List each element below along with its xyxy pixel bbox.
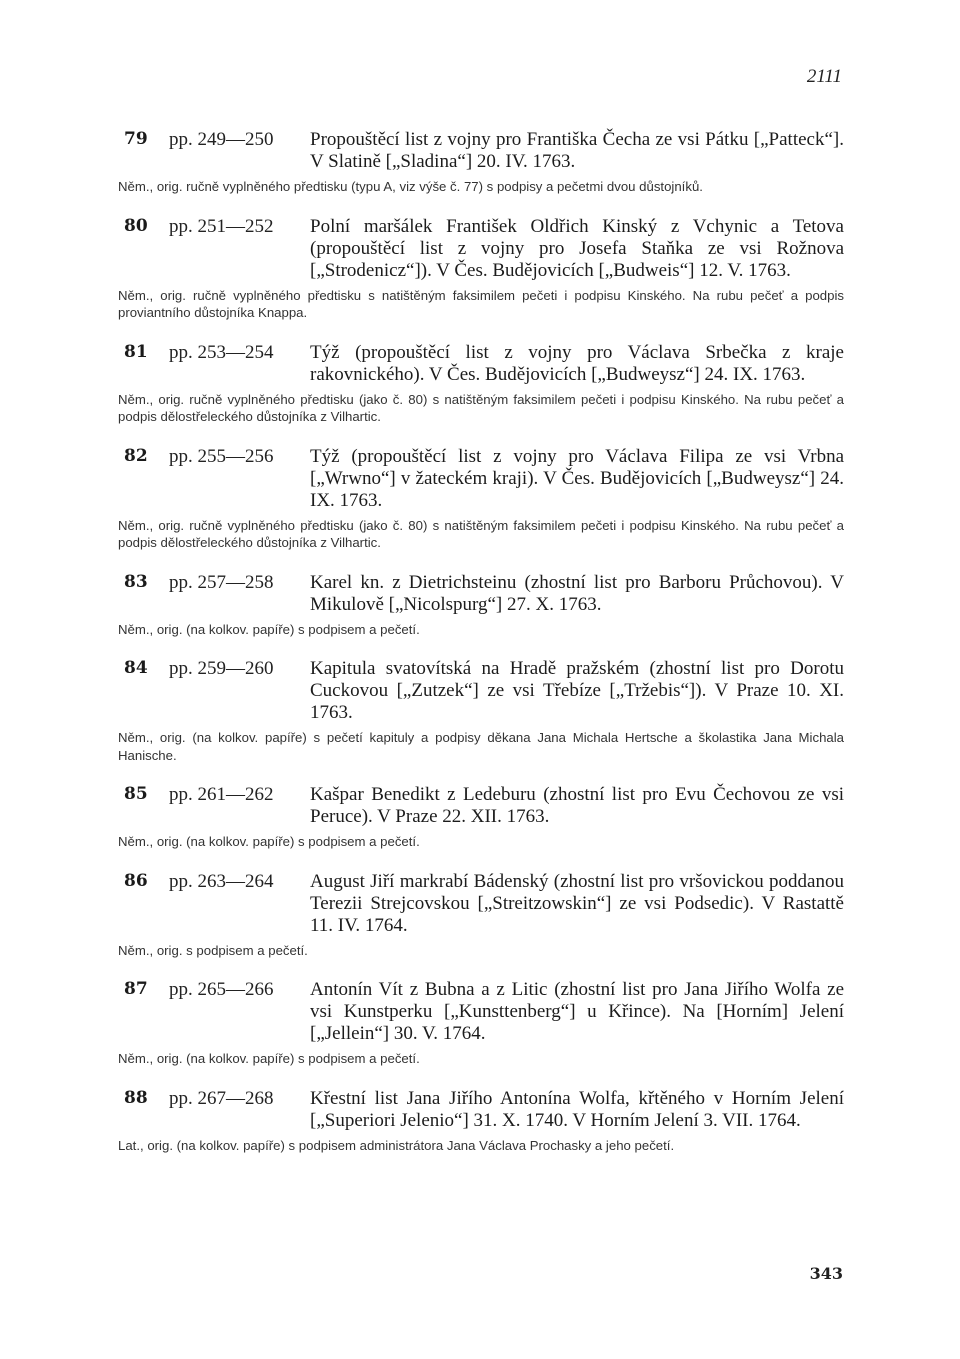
entry-head xyxy=(118,129,844,173)
entry xyxy=(118,572,844,639)
entry-text: Křestní list Jana Jiřího Antonína Wolfa, křtěného v Horním Jelení [„Superiori Jelenio“] 31. X. 1740. V Horním Jelení 3. VII. 1764. xyxy=(310,1087,844,1131)
entry-note: Lat., orig. (na kolkov. papíře) s podpisem administrátora Jana Václava Prochasky a jeho pečetí. xyxy=(118,1137,675,1153)
entry-pages: pp. 257—258 xyxy=(169,571,274,593)
entry xyxy=(118,784,844,851)
entry xyxy=(118,216,844,322)
entry-head xyxy=(118,784,844,828)
entry-pages: pp. 249—250 xyxy=(169,129,274,150)
entries-list xyxy=(118,129,844,1174)
entry xyxy=(118,129,844,196)
entry-note: Něm., orig. ručně vyplněného předtisku (typu A, viz výše č. 77) s podpisy a pečetmi dvou důstojníků. xyxy=(118,179,703,194)
entry-text: Týž (propouštěcí list z vojny pro Václava Filipa ze vsi Vrbna [„Wrwno“] v žateckém kraji). V Čes. Budějovicích [„Budweysz“] 24. IX. 1763. xyxy=(310,445,844,511)
entry-note: Něm., orig. ručně vyplněného předtisku (jako č. 80) s natištěným faksimilem pečeti i podpisu Kinského. Na rubu pečeť a podpis dělostřeleckého důstojníka z Vilhartic. xyxy=(118,391,844,424)
entry-number: 82 xyxy=(124,445,148,466)
entry xyxy=(118,979,844,1068)
entry-pages: pp. 251—252 xyxy=(169,215,274,237)
entry-head xyxy=(118,572,844,616)
entry-pages: pp. 267—268 xyxy=(169,1087,274,1109)
entry-head xyxy=(118,216,844,282)
entry-text: Antonín Vít z Bubna a z Litic (zhostní list pro Jana Jiřího Wolfa ze vsi Kunstperku [„Kunsttenberg“] u Křince). Na [Horním] Jelení [„Jellein“] 30. V. 1764. xyxy=(310,979,844,1044)
entry-note: Něm., orig. (na kolkov. papíře) s pečetí kapituly a podpisy děkana Jana Michala Hertsche a školastika Jana Michala Hanische. xyxy=(118,730,844,763)
entry xyxy=(118,446,844,552)
entry xyxy=(118,658,844,764)
entry-number: 87 xyxy=(124,979,148,999)
entry-head xyxy=(118,1088,844,1132)
entry-number: 79 xyxy=(124,129,148,149)
folio-number: 343 xyxy=(809,1264,843,1283)
entry-text: Karel kn. z Dietrichsteinu (zhostní list pro Barboru Průchovou). V Mikulově [„Nicolspurg“] 27. X. 1763. xyxy=(310,571,844,615)
entry-text: Týž (propouštěcí list z vojny pro Václava Srbečka z kraje rakovnického). V Čes. Budějovicích [„Budweysz“] 24. IX. 1763. xyxy=(310,341,844,385)
entry-text: Kašpar Benedikt z Ledeburu (zhostní list pro Evu Čechovou ze vsi Peruce). V Praze 22. XII. 1763. xyxy=(310,784,844,827)
entry xyxy=(118,342,844,426)
entry-pages: pp. 255—256 xyxy=(169,445,274,467)
entry-note: Něm., orig. s podpisem a pečetí. xyxy=(118,942,308,958)
entry-number: 83 xyxy=(124,571,148,592)
entry-text: Propouštěcí list z vojny pro Františka Čecha ze vsi Pátku [„Patteck“]. V Slatině [„Sladina“] 20. IV. 1763. xyxy=(310,129,844,172)
entry-head xyxy=(118,871,844,937)
entry-number: 85 xyxy=(124,784,148,804)
entry-text: Polní maršálek František Oldřich Kinský z Vchynic a Tetova (propouštěcí list z vojny pro Josefa Staňka ze vsi Rožnova [„Strodenicz“]). V Čes. Budějovicích [„Budweis“] 12. V. 1763. xyxy=(310,215,844,281)
entry-head xyxy=(118,658,844,724)
entry-note: Něm., orig. ručně vyplněného předtisku (jako č. 80) s natištěným faksimilem pečeti i podpisu Kinského. Na rubu pečeť a podpis dělostřeleckého důstojníka z Vilhartic. xyxy=(118,517,844,550)
entry-note: Něm., orig. (na kolkov. papíře) s podpisem a pečetí. xyxy=(118,834,420,849)
entry-note: Něm., orig. (na kolkov. papíře) s podpisem a pečetí. xyxy=(118,621,420,637)
entry-number: 80 xyxy=(124,215,148,236)
entry-pages: pp. 263—264 xyxy=(169,870,274,892)
entry-number: 86 xyxy=(124,870,148,891)
entry-number: 81 xyxy=(124,341,148,362)
entry-head xyxy=(118,979,844,1045)
entry-pages: pp. 265—266 xyxy=(169,979,274,1000)
entry-head xyxy=(118,342,844,386)
entry-text: August Jiří markrabí Bádenský (zhostní list pro vršovickou poddanou Terezii Strejcovskou [„Streitzowskin“] ze vsi Podsedic). V Rastattě 11. IV. 1764. xyxy=(310,870,844,936)
entry-number: 84 xyxy=(124,658,148,678)
entry-number: 88 xyxy=(124,1087,148,1108)
entry xyxy=(118,871,844,960)
running-page-number: 2111 xyxy=(806,66,842,87)
entry-text: Kapitula svatovítská na Hradě pražském (zhostní list pro Dorotu Cuckovou [„Zutzek“] ze vsi Třebíze [„Tržebis“]). V Praze 10. XI. 1763. xyxy=(310,658,844,723)
entry-pages: pp. 259—260 xyxy=(169,658,274,679)
entry-note: Něm., orig. (na kolkov. papíře) s podpisem a pečetí. xyxy=(118,1051,420,1066)
entry-head xyxy=(118,446,844,512)
entry-pages: pp. 261—262 xyxy=(169,784,274,805)
entry-pages: pp. 253—254 xyxy=(169,341,274,363)
entry xyxy=(118,1088,844,1155)
entry-note: Něm., orig. ručně vyplněného předtisku s natištěným faksimilem pečeti i podpisu Kinského. Na rubu pečeť a podpis proviantního důstojníka Knappa. xyxy=(118,287,844,320)
